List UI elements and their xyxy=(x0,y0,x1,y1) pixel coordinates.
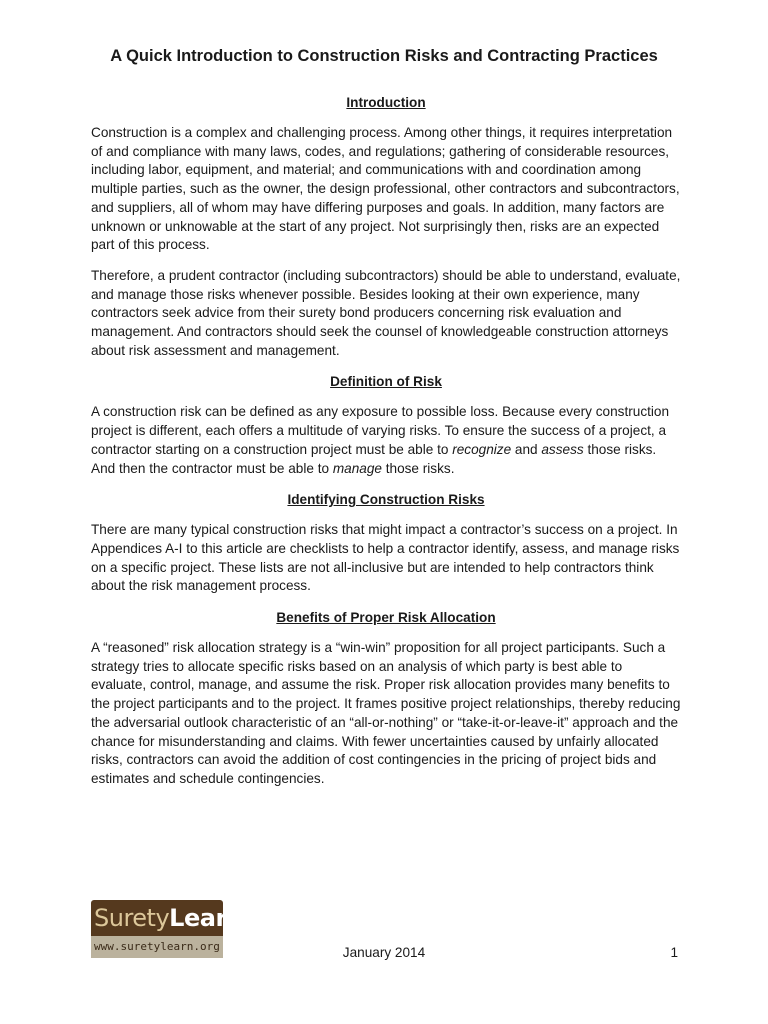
footer-date: January 2014 xyxy=(342,945,426,960)
benefits-paragraph: A “reasoned” risk allocation strategy is a “win-win” proposition for all project participants. Such a strategy tries to allocate specific risks based on an analysis of which party is best able to evaluate, control, manage, and assume the risk. Proper risk allocation provides many benefits to the project participants and to the project. It frames positive project relationships, thereby reducing the adversarial outlook characteristic of an “all-or-nothing” or “take-it-or-leave-it” approach and the chance for misunderstanding and claims. With fewer uncertainties caused by unfairly allocated risks, contractors can avoid the addition of cost contingencies in the pricing of project bids and estimates and schedule contingencies. xyxy=(91,640,681,786)
intro-paragraph-1: Construction is a complex and challenging process. Among other things, it requires interpretation of and compliance with many laws, codes, and regulations; gathering of considerable resources, including labor, equipment, and material; and communications with and coordination among multiple parties, such as the owner, the design professional, other contractors and subcontractors, and suppliers, all of whom may have differing purposes and goals. In addition, many factors are unknown or unknowable at the start of any project. Not surprisingly then, risks are an expected part of this process. xyxy=(91,125,680,253)
emphasis-assess: assess xyxy=(541,441,584,457)
definition-text-c: those risks. And then the contractor must be able to xyxy=(91,441,657,476)
section-heading-benefits: Benefits of Proper Risk Allocation xyxy=(276,610,496,626)
definition-text-a: A construction risk can be defined as any exposure to possible loss. Because every construction project is different, each offers a multitude of varying risks. To ensure the success of a project, a contractor starting on a construction project must be able to xyxy=(91,404,670,457)
logo-url: www.suretylearn.org xyxy=(91,936,223,958)
emphasis-manage: manage xyxy=(332,460,382,476)
logo-word-surety: Surety xyxy=(94,904,170,932)
definition-text-b: and xyxy=(511,441,542,457)
document-body xyxy=(91,93,681,801)
document-title: A Quick Introduction to Construction Risks and Contracting Practices xyxy=(110,47,658,65)
intro-paragraph-2: Therefore, a prudent contractor (including subcontractors) should be able to understand, evaluate, and manage those risks whenever possible. Besides looking at their own experience, many contractors seek advice from their surety bond producers concerning risk evaluation and management. And contractors should seek the counsel of knowledgeable construction attorneys about risk assessment and management. xyxy=(91,267,681,358)
emphasis-recognize: recognize xyxy=(452,441,512,457)
section-heading-definition-of-risk: Definition of Risk xyxy=(330,374,442,390)
section-heading-introduction: Introduction xyxy=(346,95,426,110)
definition-paragraph xyxy=(91,403,681,478)
definition-text-d: those risks. xyxy=(381,460,455,476)
logo-wordmark xyxy=(91,900,244,936)
section-heading-identifying-risks: Identifying Construction Risks xyxy=(287,492,485,508)
identifying-paragraph: There are many typical construction risks that might impact a contractor’s success on a project. In Appendices A-I to this article are checklists to help a contractor identify, assess, and manage risks on a specific project. These lists are not all-inclusive but are intended to help contractors think about the risk management process. xyxy=(91,522,680,594)
logo-word-learn: Learn xyxy=(169,904,244,932)
page-number: 1 xyxy=(670,945,678,960)
